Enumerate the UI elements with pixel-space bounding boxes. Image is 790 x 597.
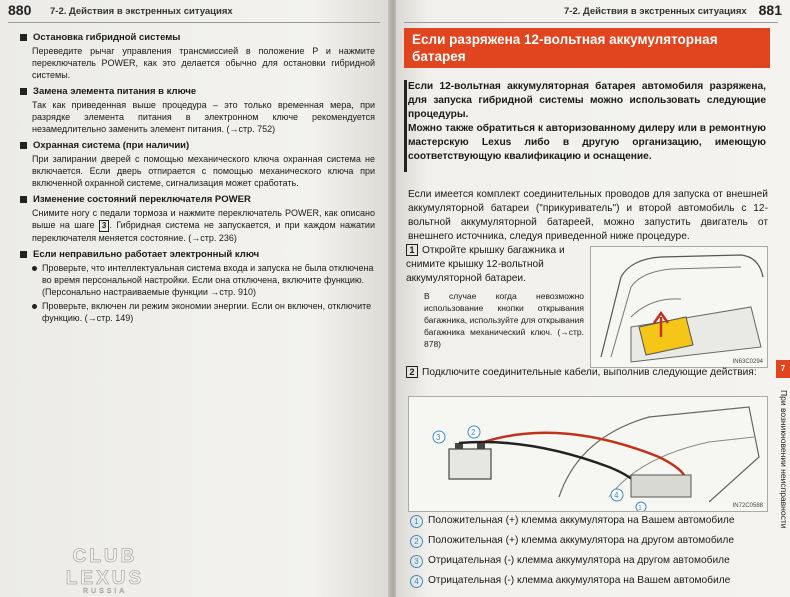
right-page-number: 881 bbox=[758, 2, 782, 18]
section-banner: Если разряжена 12-вольтная аккумуляторная батарея bbox=[404, 28, 770, 68]
legend-number-icon: 2 bbox=[410, 535, 423, 548]
step-2 bbox=[406, 366, 772, 380]
warning-text: Можно также обратиться к авторизованному дилеру или в ремонтную мастерскую Lexus либо в другую организацию, имеющую соответствующую квалификацию и оснащение. bbox=[408, 123, 766, 162]
bullet-dot-icon bbox=[32, 304, 37, 309]
legend-text: Положительная (+) клемма аккумулятора на Вашем автомобиле bbox=[428, 515, 735, 526]
left-page bbox=[0, 0, 390, 597]
left-column bbox=[20, 32, 375, 329]
left-header-rule bbox=[8, 22, 380, 23]
bullet-text: Проверьте, что интеллектуальная система входа и запуска не была отключена во время персональной настройки. Если она отключена, включите функцию. (Персонально настраиваемые функции →стр. 910) bbox=[42, 263, 374, 297]
left-running-head: 7-2. Действия в экстренных ситуациях bbox=[50, 6, 233, 17]
section-title: Остановка гибридной системы bbox=[33, 32, 181, 43]
square-bullet-icon bbox=[20, 251, 27, 258]
jump-start-cable-illustration bbox=[408, 396, 768, 512]
svg-text:3: 3 bbox=[436, 433, 441, 442]
step-text: Подключите соединительные кабели, выполнив следующие действия: bbox=[422, 367, 757, 378]
step-1-note: В случае когда невозможно использование кнопки открывания багажника, используйте для открывания багажника механический ключ. (→стр. 878) bbox=[424, 291, 584, 349]
legend-number-icon: 1 bbox=[410, 515, 423, 528]
right-running-head: 7-2. Действия в экстренных ситуациях bbox=[564, 6, 747, 17]
intro-paragraph: Если имеется комплект соединительных проводов для запуска от внешней аккумуляторной батареи ("прикуриватель") и второй автомобиль с 12-вольтной аккумуляторной батареей, можно запустить двигатель от внешнего источника, следуя приведенной ниже процедуре. bbox=[408, 189, 768, 242]
legend-text: Отрицательная (-) клемма аккумулятора на другом автомобиле bbox=[428, 555, 730, 566]
image-code: IN72C0588 bbox=[732, 503, 763, 509]
square-bullet-icon bbox=[20, 196, 27, 203]
section-power-switch bbox=[20, 194, 375, 244]
section-body-part: . Гибридная система не запускается, и при каждом нажатии переключателя меняется состояние. (→стр. 236) bbox=[32, 220, 375, 243]
legend-item bbox=[410, 574, 730, 588]
section-title: Охранная система (при наличии) bbox=[33, 140, 190, 151]
legend-item bbox=[410, 534, 734, 548]
warning-block bbox=[408, 80, 766, 164]
section-hybrid-stop bbox=[20, 32, 375, 81]
bullet-text: Проверьте, включен ли режим экономии энергии. Если он включен, отключите функцию. (→стр. 149) bbox=[42, 301, 372, 323]
warning-bar bbox=[404, 80, 407, 172]
cable-diagram bbox=[409, 397, 767, 511]
section-body: При запирании дверей с помощью механического ключа охранная система не включается. Если дверь отпирается с помощью механического ключа при включенной охранной системе, сигнализация может сработать. bbox=[32, 154, 375, 188]
section-title: Изменение состояний переключателя POWER bbox=[33, 194, 251, 205]
legend-number-icon: 4 bbox=[410, 575, 423, 588]
legend-number-icon: 3 bbox=[410, 555, 423, 568]
section-body: Так как приведенная выше процедура – это только временная мера, при разрядке элемента питания в электронном ключе рекомендуется незамедлительно заменить элемент питания. (→стр. 752) bbox=[32, 100, 375, 134]
square-bullet-icon bbox=[20, 34, 27, 41]
trunk-drawing bbox=[591, 247, 767, 367]
bullet-dot-icon bbox=[32, 266, 37, 271]
right-page bbox=[396, 0, 790, 597]
right-header-rule bbox=[404, 22, 778, 23]
chapter-tab: 7 bbox=[776, 360, 790, 378]
section-alarm bbox=[20, 140, 375, 189]
watermark-sub: RUSSIA bbox=[82, 588, 128, 595]
svg-text:2: 2 bbox=[471, 428, 476, 437]
image-code: IN63C0294 bbox=[732, 359, 763, 365]
square-bullet-icon bbox=[20, 142, 27, 149]
club-lexus-watermark bbox=[30, 546, 180, 595]
svg-text:1: 1 bbox=[638, 505, 642, 511]
section-body-part: Снимите ногу с педали тормоза и нажмите переключатель POWER, как описано выше на шаге bbox=[32, 208, 375, 230]
step-number: 1 bbox=[406, 244, 418, 256]
step-text: Откройте крышку багажника и снимите крышку 12-вольтной аккумуляторной батареи. bbox=[406, 245, 565, 284]
svg-text:4: 4 bbox=[614, 491, 619, 500]
step-1 bbox=[406, 244, 584, 286]
warning-text: Если 12-вольтная аккумуляторная батарея автомобиля разряжена, для запуска гибридной системы можно использовать следующие процедуры. bbox=[408, 81, 766, 120]
trunk-battery-illustration bbox=[590, 246, 768, 368]
chapter-side-text: При возникновении неисправности bbox=[779, 390, 789, 529]
left-page-number: 880 bbox=[8, 2, 32, 18]
bullet-item bbox=[20, 262, 375, 298]
section-battery-replace bbox=[20, 86, 375, 135]
bullet-item bbox=[20, 300, 375, 324]
legend-text: Отрицательная (-) клемма аккумулятора на Вашем автомобиле bbox=[428, 575, 731, 586]
step-reference-box: 3 bbox=[99, 220, 109, 232]
legend-text: Положительная (+) клемма аккумулятора на другом автомобиле bbox=[428, 535, 734, 546]
section-key-malfunction bbox=[20, 249, 375, 324]
section-title: Если неправильно работает электронный ключ bbox=[33, 249, 260, 260]
section-title: Замена элемента питания в ключе bbox=[33, 86, 197, 97]
step-number: 2 bbox=[406, 366, 418, 378]
legend-item bbox=[410, 514, 735, 528]
legend-item bbox=[410, 554, 730, 568]
square-bullet-icon bbox=[20, 88, 27, 95]
watermark-main: CLUB LEXUS bbox=[65, 546, 145, 589]
section-body: Переведите рычаг управления трансмиссией в положение P и нажмите переключатель POWER, как это делается обычно для остановки гибридной системы. bbox=[32, 46, 375, 80]
section-body bbox=[20, 207, 375, 244]
